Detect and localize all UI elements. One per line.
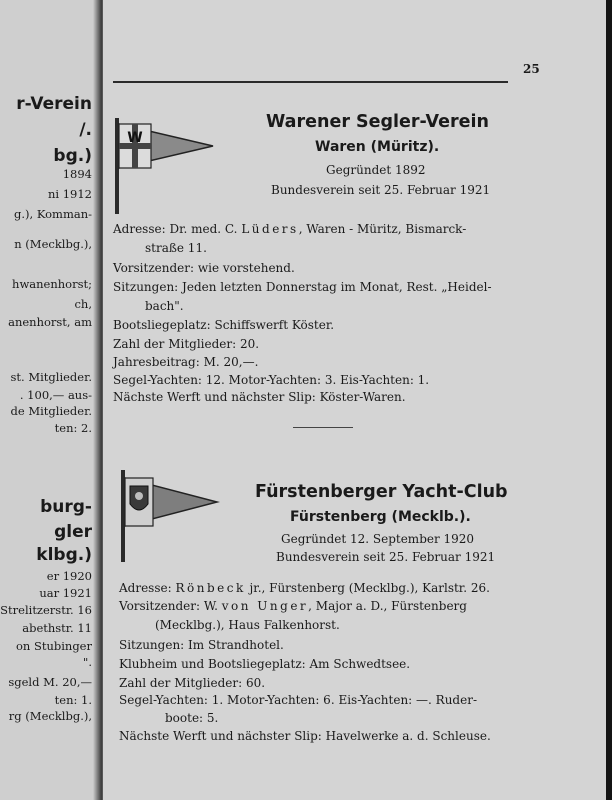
entry2-founded: Gegründet 12. September 1920: [281, 532, 475, 546]
left-page-line: gler: [54, 522, 92, 542]
fuerstenberg-burgee-flag-icon: [119, 470, 221, 566]
left-page-line: r-Verein: [16, 94, 92, 114]
entry2-detail-line: [119, 676, 265, 690]
detail-text: Vorsitzender: wie vorstehend.: [113, 261, 295, 275]
entry1-detail-line: [113, 373, 429, 387]
left-page-line: Strelitzerstr. 16: [0, 603, 92, 617]
dark-edge: [606, 0, 612, 800]
entry2-detail-line: [119, 581, 490, 595]
detail-text: (Mecklbg.), Haus Falkenhorst.: [155, 618, 340, 632]
detail-text: Jahresbeitrag: M. 20,—.: [113, 355, 259, 369]
entry1-detail-line: [113, 222, 466, 236]
left-page-line: er 1920: [46, 569, 92, 583]
left-page-line: ten: 2.: [54, 421, 92, 435]
left-page-line: ch,: [74, 297, 92, 311]
left-page-line: . 100,— aus-: [19, 388, 92, 402]
left-page-line: n (Mecklbg.),: [14, 237, 92, 251]
left-page-line: burg-: [40, 497, 92, 517]
detail-text: Klubheim und Bootsliegeplatz: Am Schwedtsee.: [119, 657, 411, 671]
entry1-founded: Gegründet 1892: [326, 163, 426, 177]
entry2-detail-line: [155, 618, 340, 632]
entry1-detail-line: [113, 318, 334, 332]
page-number: 25: [523, 62, 540, 76]
right-page: [103, 0, 612, 800]
detail-text: Zahl der Mitglieder: 60.: [119, 676, 266, 690]
detail-text: Nächste Werft und nächster Slip: Köster-Waren.: [113, 390, 406, 404]
detail-text: Zahl der Mitglieder: 20.: [113, 337, 260, 351]
detail-text: , Major a. D., Fürstenberg: [308, 599, 467, 613]
left-page-line: bg.): [53, 146, 92, 166]
left-page-line: st. Mitglieder.: [10, 370, 92, 384]
header-rule: [113, 81, 508, 83]
spaced-name: Lüders: [241, 222, 299, 236]
detail-text: bach".: [145, 299, 184, 313]
left-page-line: sgeld M. 20,—: [8, 675, 92, 689]
entry2-detail-line: [119, 599, 467, 613]
entry1-detail-line: [113, 337, 259, 351]
flag-letter: W: [127, 130, 143, 146]
detail-text: Segel-Yachten: 1. Motor-Yachten: 6. Eis-Yachten: —. Ruder-: [119, 693, 478, 707]
left-page-line: abethstr. 11: [22, 621, 92, 635]
left-page-line: anenhorst, am: [8, 315, 92, 329]
entry1-federation: Bundesverein seit 25. Februar 1921: [271, 183, 491, 197]
left-page-line: klbg.): [36, 545, 92, 565]
entry2-detail-line: [119, 638, 284, 652]
detail-text: boote: 5.: [165, 711, 219, 725]
left-page-line: de Mitglieder.: [10, 404, 92, 418]
detail-text: Adresse: Dr. med. C.: [113, 222, 242, 236]
entry1-title: Warener Segler-Verein: [266, 112, 489, 132]
warener-burgee-flag-icon: [113, 118, 215, 218]
left-page-line: on Stubinger: [15, 639, 92, 653]
left-page-line: /.: [79, 120, 92, 140]
entry-divider: [293, 427, 353, 428]
left-page-line: ten: 1.: [54, 693, 92, 707]
left-page: [0, 0, 96, 800]
detail-text: Adresse:: [119, 581, 176, 595]
entry1-detail-line: [113, 280, 492, 294]
detail-text: Bootsliegeplatz: Schiffswerft Köster.: [113, 318, 335, 332]
detail-text: jr., Fürstenberg (Mecklbg.), Karlstr. 26.: [245, 581, 490, 595]
detail-text: Nächste Werft und nächster Slip: Havelwerke a. d. Schleuse.: [119, 729, 491, 743]
spaced-name: von Unger: [221, 599, 309, 613]
detail-text: Vorsitzender: W.: [119, 599, 222, 613]
spaced-name: Rönbeck: [175, 581, 246, 595]
detail-text: Sitzungen: Jeden letzten Donnerstag im Monat, Rest. „Heidel-: [113, 280, 492, 294]
detail-text: Segel-Yachten: 12. Motor-Yachten: 3. Eis-Yachten: 1.: [113, 373, 430, 387]
left-page-line: hwanenhorst;: [12, 277, 92, 291]
entry2-detail-line: [119, 729, 491, 743]
entry1-detail-line: [145, 299, 184, 313]
entry1-detail-line: [113, 355, 258, 369]
left-page-line: uar 1921: [39, 586, 92, 600]
left-page-line: 1894: [62, 167, 92, 181]
entry2-title: Fürstenberger Yacht-Club: [255, 482, 508, 502]
entry1-detail-line: [113, 390, 406, 404]
detail-text: straße 11.: [145, 241, 207, 255]
entry2-detail-line: [119, 693, 477, 707]
entry2-subtitle: Fürstenberg (Mecklb.).: [290, 509, 471, 525]
detail-text: , Waren - Müritz, Bismarck-: [298, 222, 467, 236]
entry2-detail-line: [119, 657, 410, 671]
left-page-line: g.), Komman-: [14, 207, 92, 221]
detail-text: Sitzungen: Im Strandhotel.: [119, 638, 284, 652]
entry1-detail-line: [145, 241, 207, 255]
entry2-detail-line: [165, 711, 218, 725]
left-page-line: ni 1912: [47, 187, 92, 201]
entry1-detail-line: [113, 261, 295, 275]
left-page-line: rg (Mecklbg.),: [8, 709, 92, 723]
entry1-subtitle: Waren (Müritz).: [315, 139, 440, 155]
entry2-federation: Bundesverein seit 25. Februar 1921: [276, 550, 496, 564]
left-page-line: ".: [83, 655, 92, 669]
